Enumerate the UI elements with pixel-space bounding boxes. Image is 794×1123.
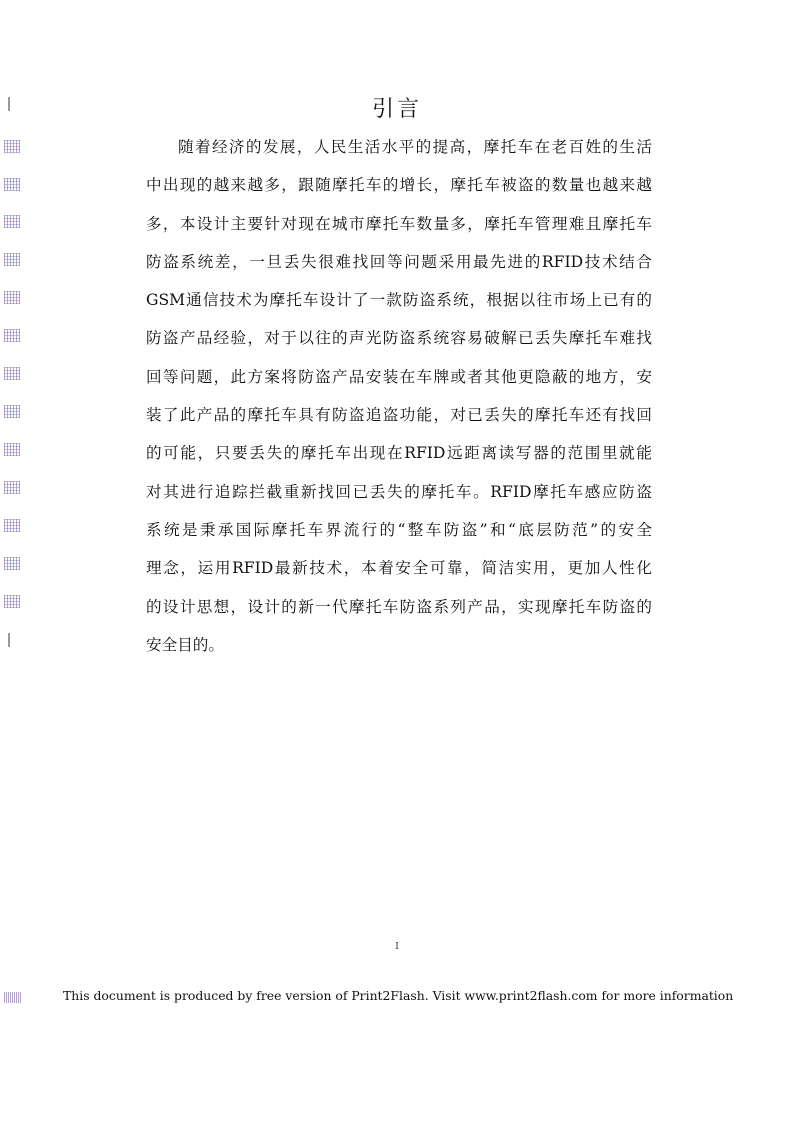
- body-paragraph: [146, 133, 652, 669]
- paragraph-line: 的设计思想，设计的新一代摩托车防盗系列产品，实现摩托车防盗的: [146, 597, 652, 616]
- margin-mark: [4, 405, 20, 418]
- margin-mark: [8, 633, 10, 647]
- margin-mark: [4, 443, 20, 456]
- paragraph-line: 系统是秉承国际摩托车界流行的“整车防盗”和“底层防范”的安全: [146, 520, 652, 539]
- page-title: 引言: [371, 97, 422, 122]
- paragraph-line: 随着经济的发展，人民生活水平的提高，摩托车在老百姓的生活: [178, 138, 652, 156]
- paragraph-line: 防盗产品经验，对于以往的声光防盗系统容易破解已丢失摩托车难找: [146, 329, 652, 348]
- paragraph-line: 多，本设计主要针对现在城市摩托车数量多，摩托车管理难且摩托车: [146, 214, 652, 233]
- paragraph-line: 中出现的越来越多，跟随摩托车的增长，摩托车被盗的数量也越来越: [146, 176, 652, 195]
- margin-mark: [4, 481, 20, 494]
- margin-mark: [4, 178, 20, 191]
- margin-mark: [4, 215, 20, 228]
- paragraph-line: 回等问题，此方案将防盗产品安装在车牌或者其他更隐蔽的地方，安: [146, 367, 652, 386]
- margin-mark: [4, 367, 20, 380]
- margin-mark: [4, 291, 20, 304]
- paragraph-line: 理念，运用RFID最新技术，本着安全可靠，简洁实用，更加人性化: [146, 559, 652, 578]
- margin-mark: [4, 140, 20, 153]
- paragraph-line: 的可能，只要丢失的摩托车出现在RFID远距离读写器的范围里就能: [146, 444, 652, 463]
- paragraph-line: 装了此产品的摩托车具有防盗追盗功能，对已丢失的摩托车还有找回: [146, 406, 652, 425]
- watermark-footer: This document is produced by free version of Print2Flash. Visit www.print2flash.com for more information: [63, 988, 734, 1003]
- margin-mark: [4, 595, 20, 608]
- footer-mark: [4, 992, 22, 1003]
- margin-mark: [4, 519, 20, 532]
- page-number: I: [395, 942, 399, 952]
- margin-mark: [4, 329, 20, 342]
- margin-mark: [4, 253, 20, 266]
- paragraph-line: 对其进行追踪拦截重新找回已丢失的摩托车。RFID摩托车感应防盗: [146, 482, 652, 501]
- paragraph-line: GSM通信技术为摩托车设计了一款防盗系统，根据以往市场上已有的: [146, 291, 652, 310]
- paragraph-line: 安全目的。: [146, 635, 224, 654]
- margin-mark: [4, 557, 20, 570]
- paragraph-line: 防盗系统差，一旦丢失很难找回等问题采用最先进的RFID技术结合: [146, 252, 652, 271]
